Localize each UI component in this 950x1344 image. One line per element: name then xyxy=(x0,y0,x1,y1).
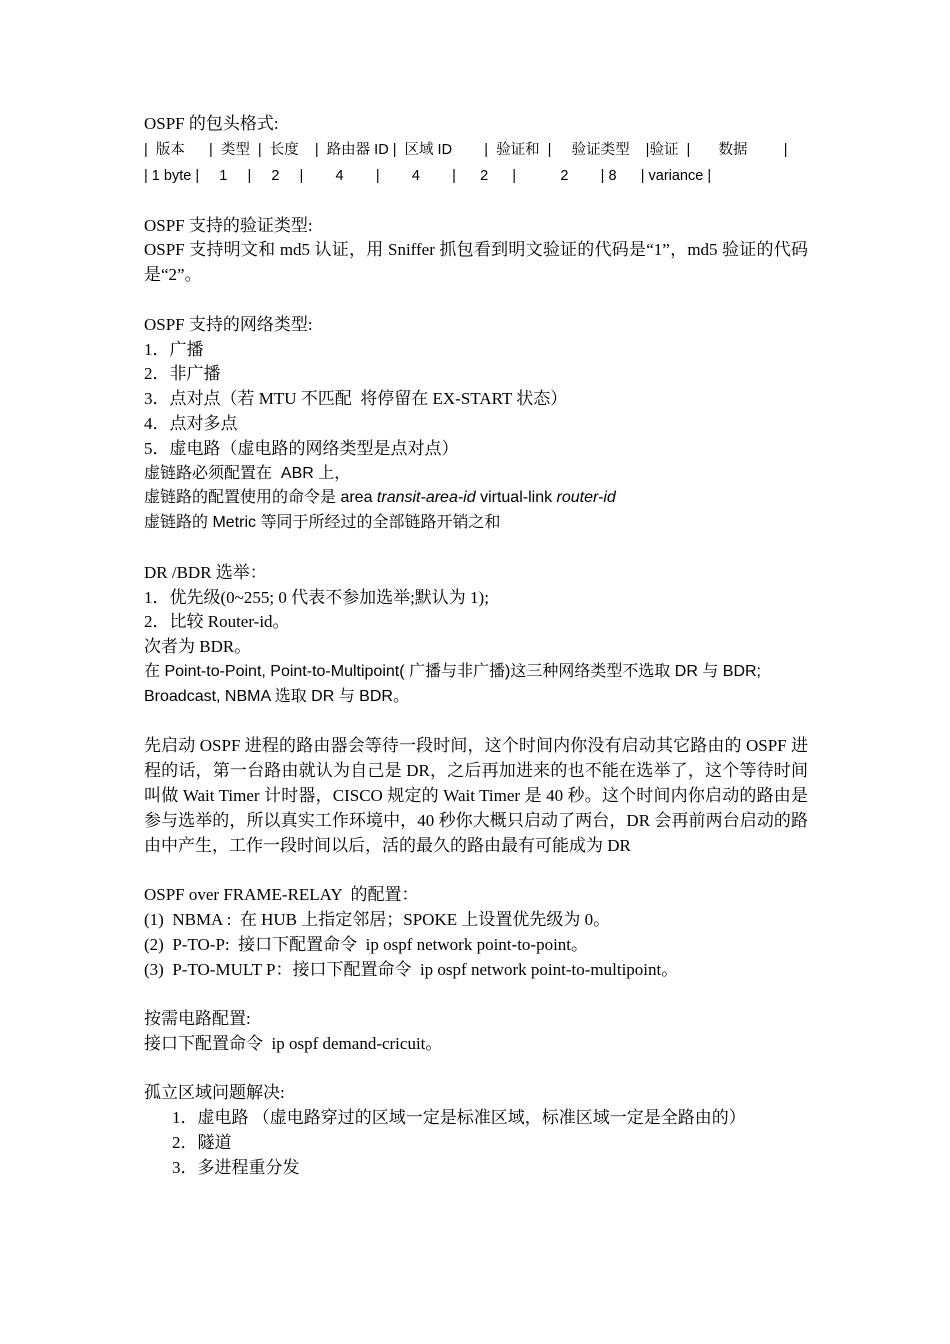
virtual-link-cmd-arg-area: transit-area-id xyxy=(376,489,476,507)
dr-election-next: 次者为 BDR。 xyxy=(144,637,252,657)
virtual-link-cmd-arg-router: router-id xyxy=(556,489,616,507)
isolated-area-item: 1．虚电路 （虚电路穿过的区域一定是标准区域，标准区域一定是全路由的） xyxy=(172,1108,746,1128)
demand-circuit-title: 按需电路配置: xyxy=(144,1009,251,1029)
header-format-row-fields: | 版本 | 类型 | 长度 | 路由器 ID | 区域 ID | 验证和 | 验证类型 |验证 | 数据 | xyxy=(144,141,788,158)
demand-circuit-body: 接口下配置命令 ip ospf demand-cricuit。 xyxy=(144,1033,443,1053)
isolated-area-item: 2．隧道 xyxy=(172,1133,232,1153)
network-types-title: OSPF 支持的网络类型: xyxy=(144,314,313,334)
auth-types-body: OSPF 支持明文和 md5 认证，用 Sniffer 抓包看到明文验证的代码是“1”，md5 验证的代码是“2”。 xyxy=(144,240,808,285)
isolated-area-title: 孤立区域问题解决: xyxy=(144,1083,285,1103)
virtual-link-note-1: 虚链路必须配置在 ABR 上， xyxy=(144,464,351,482)
frame-relay-item: (1) NBMA : 在 HUB 上指定邻居；SPOKE 上设置优先级为 0。 xyxy=(144,909,611,929)
auth-types-title: OSPF 支持的验证类型: xyxy=(144,215,313,235)
document-page xyxy=(144,112,808,1181)
network-type-item: 3．点对点（若 MTU 不匹配 将停留在 EX-START 状态） xyxy=(144,389,568,409)
frame-relay-item: (2) P-TO-P: 接口下配置命令 ip ospf network point-to-point。 xyxy=(144,934,589,954)
virtual-link-cmd-mid: virtual-link xyxy=(475,489,557,507)
dr-election-item: 2．比较 Router-id。 xyxy=(144,612,290,632)
network-type-item: 5．虚电路（虚电路的网络类型是点对点） xyxy=(144,438,459,458)
header-format-row-sizes: | 1 byte | 1 | 2 | 4 | 4 | 2 | 2 | 8 | variance | xyxy=(144,167,712,184)
wait-timer-paragraph: 先启动 OSPF 进程的路由器会等待一段时间，这个时间内你没有启动其它路由的 OSPF 进程的话，第一台路由就认为自己是 DR，之后再加进来的也不能在选举了，这个等待时间叫做 Wait Timer 计时器，CISCO 规定的 Wait Timer 是 40 秒。这个时间内你启动的路由是参与选举的，所以真实工作环境中，40 秒你大概只启动了两台，DR 会再前两台启动的路由中产生，工作一段时间以后，活的最久的路由最有可能成为 DR xyxy=(144,736,808,855)
dr-election-title: DR /BDR 选举： xyxy=(144,562,267,582)
isolated-area-item: 3．多进程重分发 xyxy=(172,1157,300,1177)
virtual-link-cmd-prefix: 虚链路的配置使用的命令是 area xyxy=(144,489,377,507)
network-type-item: 1．广播 xyxy=(144,339,204,359)
virtual-link-note-2 xyxy=(144,486,808,511)
header-format-title: OSPF 的包头格式: xyxy=(144,114,279,133)
dr-election-note: 在 Point-to-Point, Point-to-Multipoint( 广播与非广播)这三种网络类型不选取 DR 与 BDR; Broadcast, NBMA 选取 DR 与 BDR。 xyxy=(144,662,761,705)
network-type-item: 4．点对多点 xyxy=(144,413,238,433)
virtual-link-note-3: 虚链路的 Metric 等同于所经过的全部链路开销之和 xyxy=(144,514,501,532)
frame-relay-item: (3) P-TO-MULT P：接口下配置命令 ip ospf network point-to-multipoint。 xyxy=(144,959,679,979)
dr-election-item: 1．优先级(0~255; 0 代表不参加选举;默认为 1); xyxy=(144,587,489,607)
network-type-item: 2．非广播 xyxy=(144,364,221,384)
frame-relay-title: OSPF over FRAME-RELAY 的配置： xyxy=(144,885,419,905)
